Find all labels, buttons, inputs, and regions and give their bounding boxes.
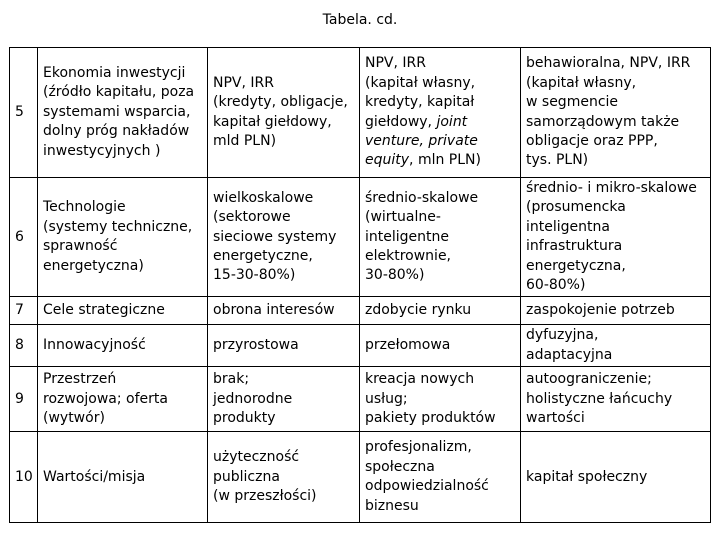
comparison-table bbox=[9, 47, 711, 523]
cell-line: infrastruktura bbox=[526, 238, 623, 255]
cell-line: jednorodne bbox=[213, 390, 293, 407]
cell-line: (systemy techniczne, bbox=[43, 218, 193, 235]
cell-line: zdobycie rynku bbox=[365, 302, 472, 319]
cell-line: obligacje oraz PPP, bbox=[526, 132, 658, 149]
cell-line: inteligentne bbox=[365, 228, 449, 245]
cell-line: sieciowe systemy bbox=[213, 228, 337, 245]
cell-col3 bbox=[360, 432, 521, 523]
row-number: 9 bbox=[10, 367, 38, 432]
cell-line: energetyczna) bbox=[43, 257, 144, 274]
cell-line: Ekonomia inwestycji bbox=[43, 64, 186, 81]
table-row bbox=[10, 432, 711, 523]
cell-line: przełomowa bbox=[365, 337, 451, 354]
cell-line: NPV, IRR bbox=[213, 74, 274, 91]
cell-text-italic: venture, private bbox=[365, 132, 478, 149]
cell-line: (prosumencka bbox=[526, 199, 626, 216]
cell-col3 bbox=[360, 297, 521, 325]
cell-line: 30-80%) bbox=[365, 267, 425, 284]
cell-col3 bbox=[360, 325, 521, 367]
cell-line: 15-30-80%) bbox=[213, 267, 296, 284]
cell-line: systemami wsparcia, bbox=[43, 103, 191, 120]
cell-criterion bbox=[38, 178, 208, 297]
row-number: 8 bbox=[10, 325, 38, 367]
cell-text-italic: equity bbox=[365, 152, 410, 169]
cell-col4 bbox=[521, 325, 711, 367]
cell-line: pakiety produktów bbox=[365, 409, 496, 426]
cell-line: tys. PLN) bbox=[526, 152, 589, 169]
cell-line: Innowacyjność bbox=[43, 337, 146, 354]
cell-line: samorządowym także bbox=[526, 113, 680, 130]
cell-line: biznesu bbox=[365, 497, 419, 514]
cell-criterion bbox=[38, 48, 208, 178]
cell-col4 bbox=[521, 432, 711, 523]
cell-line: użyteczność bbox=[213, 449, 300, 466]
cell-line: dolny próg nakładów bbox=[43, 123, 190, 140]
row-number: 5 bbox=[10, 48, 38, 178]
cell-line: wartości bbox=[526, 409, 585, 426]
cell-line: Cele strategiczne bbox=[43, 302, 165, 319]
cell-criterion bbox=[38, 297, 208, 325]
cell-col2 bbox=[208, 297, 360, 325]
cell-col2 bbox=[208, 178, 360, 297]
table-row bbox=[10, 297, 711, 325]
table-row bbox=[10, 178, 711, 297]
cell-line: (kredyty, obligacje, bbox=[213, 94, 348, 111]
row-number: 10 bbox=[10, 432, 38, 523]
cell-col4 bbox=[521, 48, 711, 178]
cell-line: Wartości/misja bbox=[43, 468, 146, 485]
table-caption: Tabela. cd. bbox=[322, 12, 398, 28]
cell-line: behawioralna, NPV, IRR bbox=[526, 55, 691, 72]
cell-line bbox=[365, 151, 516, 170]
table-row bbox=[10, 367, 711, 432]
cell-line: kapitał giełdowy, bbox=[213, 113, 332, 130]
cell-criterion bbox=[38, 367, 208, 432]
cell-line: (kapitał własny, bbox=[526, 74, 637, 91]
cell-line: kapitał społeczny bbox=[526, 468, 648, 485]
cell-line: profesjonalizm, bbox=[365, 439, 472, 456]
cell-col2 bbox=[208, 48, 360, 178]
cell-line: w segmencie bbox=[526, 94, 619, 111]
cell-line: holistyczne łańcuchy bbox=[526, 390, 673, 407]
cell-text: giełdowy, bbox=[365, 113, 437, 130]
cell-line: (w przeszłości) bbox=[213, 487, 317, 504]
cell-line: usług; bbox=[365, 390, 408, 407]
cell-line: dyfuzyjna, bbox=[526, 327, 599, 344]
cell-col4 bbox=[521, 297, 711, 325]
cell-col3 bbox=[360, 367, 521, 432]
cell-col2 bbox=[208, 325, 360, 367]
cell-line: Technologie bbox=[43, 199, 126, 216]
cell-col3 bbox=[360, 178, 521, 297]
cell-line: obrona interesów bbox=[213, 302, 335, 319]
cell-line: kreacja nowych bbox=[365, 371, 475, 388]
cell-line: NPV, IRR bbox=[365, 55, 426, 72]
cell-line: wielkoskalowe bbox=[213, 189, 314, 206]
cell-line: rozwojowa; oferta bbox=[43, 390, 168, 407]
cell-line: autoograniczenie; bbox=[526, 371, 652, 388]
cell-line: inwestycyjnych ) bbox=[43, 142, 161, 159]
cell-line: energetyczna, bbox=[526, 257, 626, 274]
cell-line: (źródło kapitału, poza bbox=[43, 84, 195, 101]
cell-line: społeczna bbox=[365, 458, 435, 475]
cell-line: przyrostowa bbox=[213, 337, 299, 354]
row-number: 7 bbox=[10, 297, 38, 325]
row-number: 6 bbox=[10, 178, 38, 297]
cell-criterion bbox=[38, 432, 208, 523]
cell-line: adaptacyjna bbox=[526, 346, 613, 363]
cell-line: średnio- i mikro-skalowe bbox=[526, 180, 697, 196]
cell-line: odpowiedzialność bbox=[365, 478, 489, 495]
cell-line: sprawność bbox=[43, 238, 118, 255]
cell-line: (wytwór) bbox=[43, 409, 105, 426]
cell-line: średnio-skalowe bbox=[365, 189, 479, 206]
cell-line: produkty bbox=[213, 409, 276, 426]
cell-line: energetyczne, bbox=[213, 247, 313, 264]
cell-col4 bbox=[521, 178, 711, 297]
cell-text-italic: joint bbox=[436, 113, 468, 130]
cell-col3 bbox=[360, 48, 521, 178]
cell-line: (kapitał własny, bbox=[365, 74, 476, 91]
cell-col2 bbox=[208, 367, 360, 432]
cell-criterion bbox=[38, 325, 208, 367]
cell-line: (sektorowe bbox=[213, 209, 291, 226]
cell-line: publiczna bbox=[213, 468, 280, 485]
cell-line: (wirtualne- bbox=[365, 209, 441, 226]
cell-col2 bbox=[208, 432, 360, 523]
table-row bbox=[10, 48, 711, 178]
cell-line: elektrownie, bbox=[365, 247, 452, 264]
table-row bbox=[10, 325, 711, 367]
cell-line: brak; bbox=[213, 371, 250, 388]
cell-line bbox=[365, 113, 516, 132]
cell-line: Przestrzeń bbox=[43, 371, 117, 388]
cell-text: , mln PLN) bbox=[409, 152, 481, 169]
cell-line: zaspokojenie potrzeb bbox=[526, 302, 675, 319]
cell-line: 60-80%) bbox=[526, 277, 586, 294]
cell-col4 bbox=[521, 367, 711, 432]
cell-line: mld PLN) bbox=[213, 132, 277, 149]
cell-line: inteligentna bbox=[526, 218, 610, 235]
cell-line: kredyty, kapitał bbox=[365, 94, 475, 111]
